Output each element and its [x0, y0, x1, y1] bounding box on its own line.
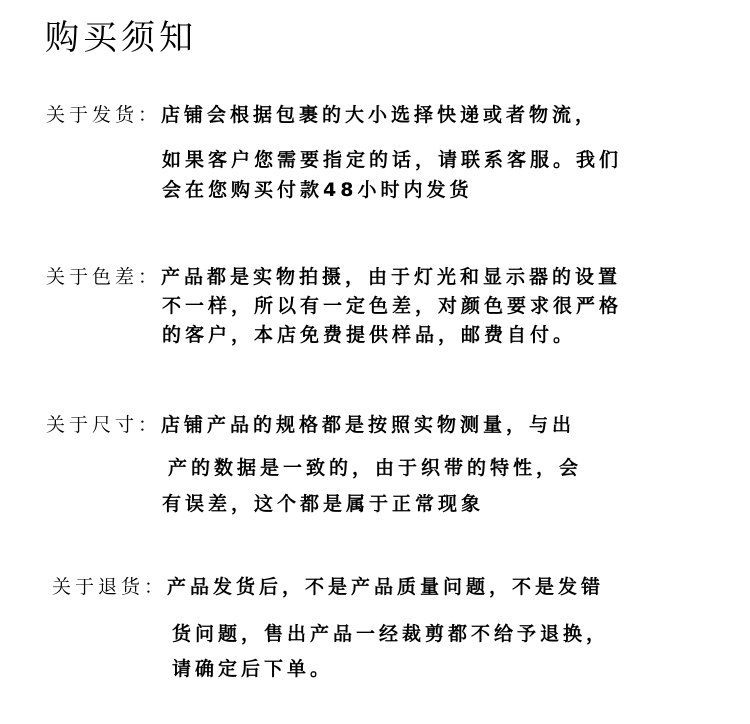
shipping-section-first-line [46, 103, 598, 127]
return-text-line-3: 请确定后下单。 [172, 658, 334, 680]
size-text-line-2: 产的数据是一致的，由于织带的特性，会 [168, 457, 583, 479]
color-text-line-1: 产品都是实物拍摄，由于灯光和显示器的设置 [161, 266, 622, 288]
size-section-first-line [46, 413, 575, 437]
page-title: 购买须知 [45, 18, 197, 58]
shipping-text-line-1: 店铺会根据包裹的大小选择快递或者物流， [161, 104, 599, 126]
size-text-line-1: 店铺产品的规格都是按照实物测量，与出 [161, 414, 576, 436]
return-label: 关于退货： [52, 576, 168, 598]
size-label: 关于尺寸： [46, 414, 162, 436]
return-text-line-2: 货问题，售出产品一经裁剪都不给予退换， [172, 623, 610, 645]
color-text-line-2: 不一样，所以有一定色差，对颜色要求很严格 [162, 295, 623, 317]
color-section-first-line [46, 265, 621, 289]
shipping-label: 关于发货： [46, 104, 162, 126]
shipping-text-line-2: 如果客户您需要指定的话，请联系客服。我们 [162, 149, 623, 171]
size-text-line-3: 有误差，这个都是属于正常现象 [162, 493, 485, 515]
return-section-first-line [52, 575, 604, 599]
color-text-line-3: 的客户，本店免费提供样品，邮费自付。 [162, 324, 577, 346]
return-text-line-1: 产品发货后，不是产品质量问题，不是发错 [167, 576, 605, 598]
shipping-text-line-3: 会在您购买付款48小时内发货 [162, 179, 473, 201]
color-difference-label: 关于色差： [46, 266, 162, 288]
